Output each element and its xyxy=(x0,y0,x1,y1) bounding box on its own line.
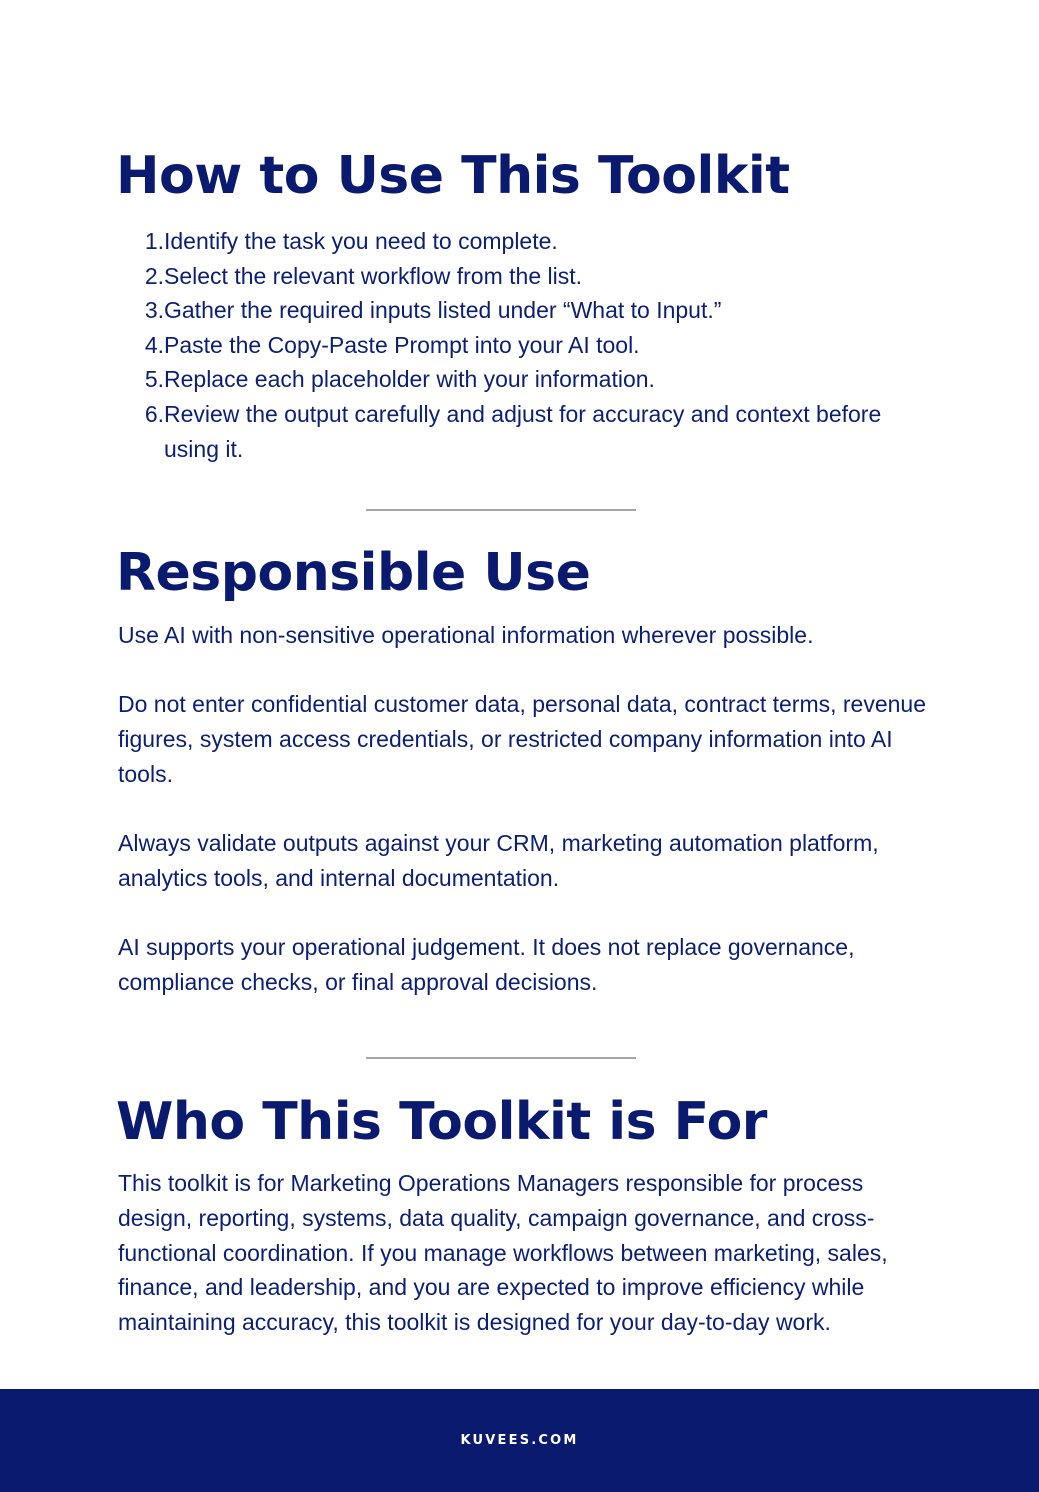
step-number: 6. xyxy=(144,400,164,427)
list-item xyxy=(118,397,918,466)
list-item xyxy=(118,293,918,328)
step-number: 5. xyxy=(144,366,164,393)
step-number: 2. xyxy=(144,262,164,289)
step-text: Review the output carefully and adjust for accuracy and context before using it. xyxy=(164,400,882,462)
responsible-paragraph-4: AI supports your operational judgement. It does not replace governance, compliance checks, or final approval decisions. xyxy=(118,934,855,995)
step-number: 4. xyxy=(144,331,164,358)
step-number: 3. xyxy=(144,297,164,324)
list-item xyxy=(118,259,918,294)
responsible-paragraph-2: Do not enter confidential customer data, personal data, contract terms, revenue figures, system access credentials, or restricted company information into AI tools. xyxy=(118,691,926,787)
footer-website-link[interactable]: KUVEES.COM xyxy=(460,1433,579,1448)
section-divider xyxy=(366,1057,636,1059)
list-item xyxy=(118,224,918,259)
step-text: Identify the task you need to complete. xyxy=(164,228,558,254)
step-text: Paste the Copy-Paste Prompt into your AI tool. xyxy=(164,331,640,358)
step-number: 1. xyxy=(144,228,164,254)
step-text: Select the relevant workflow from the list. xyxy=(164,262,582,289)
section-divider xyxy=(366,509,636,511)
how-to-use-heading: How to Use This Toolkit xyxy=(116,146,790,206)
list-item xyxy=(118,328,918,363)
responsible-paragraph-1: Use AI with non-sensitive operational information wherever possible. xyxy=(118,622,814,648)
responsible-paragraph-3: Always validate outputs against your CRM, marketing automation platform, analytics tools, and internal documentation. xyxy=(118,830,879,891)
step-text: Replace each placeholder with your information. xyxy=(164,366,655,393)
list-item xyxy=(118,362,918,397)
who-paragraph: This toolkit is for Marketing Operations Managers responsible for process design, reporting, systems, data quality, campaign governance, and cross-functional coordination. If you manage workflows between marketing, sales, finance, and leadership, and you are expected to improve efficiency while maintaining accuracy, this toolkit is designed for your day-to-day work. xyxy=(118,1170,888,1336)
how-to-steps-list xyxy=(118,224,918,466)
footer-bar xyxy=(0,1389,1039,1492)
who-toolkit-is-for-heading: Who This Toolkit is For xyxy=(116,1092,767,1152)
responsible-use-heading: Responsible Use xyxy=(116,543,591,603)
step-text: Gather the required inputs listed under “What to Input.” xyxy=(164,297,722,324)
